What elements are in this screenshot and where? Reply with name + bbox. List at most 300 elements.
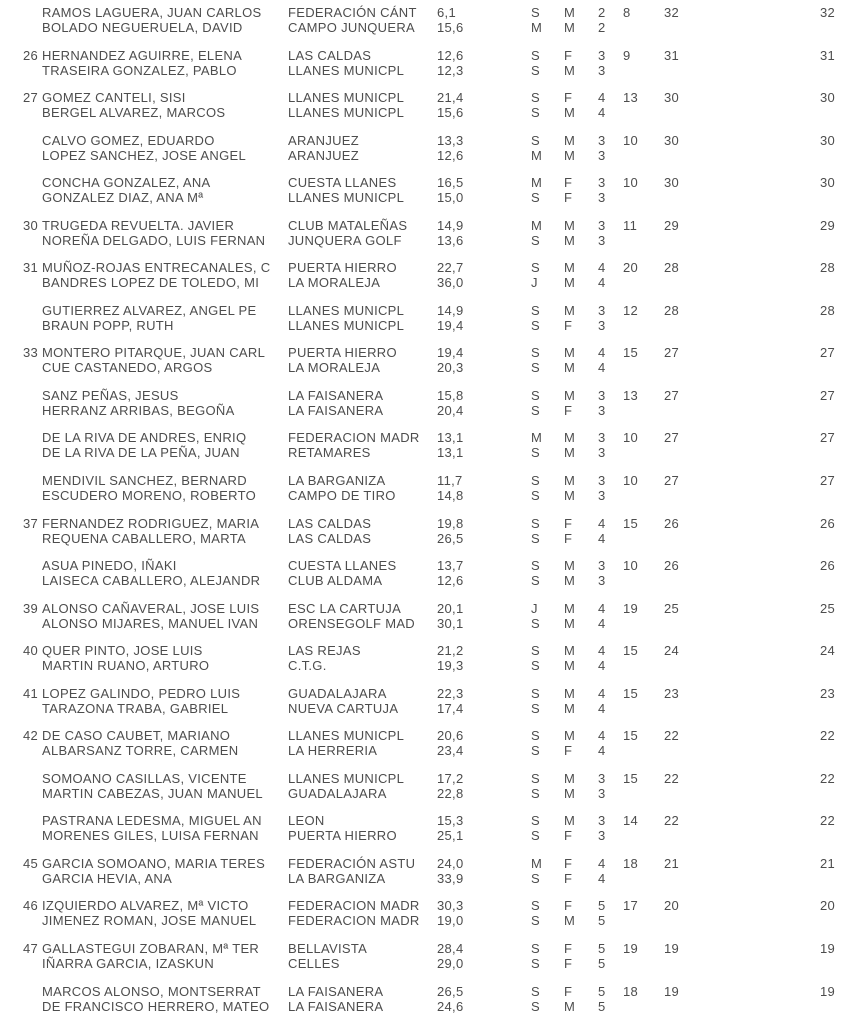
gender-cell <box>564 728 598 758</box>
player2-gender: F <box>564 402 573 418</box>
player2-division: 3 <box>598 488 606 504</box>
division-cell <box>598 856 623 886</box>
player1-handicap: 20,1 <box>437 600 464 616</box>
table-row <box>0 771 867 814</box>
gender-cell <box>564 5 598 35</box>
player1-age-category: S <box>531 387 540 403</box>
player2-division: 5 <box>598 913 606 929</box>
player1-age-category: M <box>531 175 543 191</box>
total-cell: 30 <box>820 175 836 191</box>
rank-cell: 8 <box>623 5 631 20</box>
division-cell <box>598 260 623 290</box>
position-cell <box>0 430 42 460</box>
player2-division: 4 <box>598 105 606 121</box>
player2-name: TRASEIRA GONZALEZ, PABLO <box>42 62 237 78</box>
player2-division: 3 <box>598 190 606 206</box>
division-cell <box>598 813 623 843</box>
player2-handicap: 24,6 <box>437 998 464 1014</box>
player1-name: CALVO GOMEZ, EDUARDO <box>42 132 215 148</box>
player1-age-category: S <box>531 643 540 659</box>
points-cell: 30 <box>664 175 680 191</box>
player2-club: LLANES MUNICPL <box>288 190 405 206</box>
handicaps-cell <box>437 643 531 673</box>
gender-cell <box>564 473 598 503</box>
age-category-cell <box>531 345 564 375</box>
player1-gender: M <box>564 260 576 276</box>
gender-cell <box>564 388 598 418</box>
player1-division: 3 <box>598 770 606 786</box>
points-cell: 28 <box>664 260 680 276</box>
age-category-cell <box>531 728 564 758</box>
table-row <box>0 728 867 771</box>
player2-club: ORENSEGOLF MAD <box>288 615 415 631</box>
player-names-cell <box>42 813 288 843</box>
division-cell <box>598 898 623 928</box>
player1-division: 3 <box>598 387 606 403</box>
rank-cell: 15 <box>623 345 639 361</box>
player2-club: CLUB ALDAMA <box>288 573 383 589</box>
player2-handicap: 23,4 <box>437 743 464 759</box>
player-names-cell <box>42 48 288 78</box>
player2-division: 3 <box>598 785 606 801</box>
position-cell <box>0 303 42 333</box>
total-cell: 22 <box>820 770 836 786</box>
player2-club: RETAMARES <box>288 445 371 461</box>
player1-club: PUERTA HIERRO <box>288 345 397 361</box>
player2-gender: F <box>564 190 573 206</box>
player2-handicap: 19,4 <box>437 317 464 333</box>
player-names-cell <box>42 218 288 248</box>
table-row <box>0 218 867 261</box>
position-cell: 30 <box>22 217 38 233</box>
player2-name: LAISECA CABALLERO, ALEJANDR <box>42 573 261 589</box>
player1-handicap: 26,5 <box>437 983 464 999</box>
player2-handicap: 15,0 <box>437 190 464 206</box>
player1-gender: F <box>564 983 573 999</box>
points-cell: 30 <box>664 90 680 106</box>
player-names-cell <box>42 345 288 375</box>
player-names-cell <box>42 941 288 971</box>
player1-handicap: 20,6 <box>437 728 464 744</box>
player1-handicap: 22,7 <box>437 260 464 276</box>
gender-cell <box>564 516 598 546</box>
player2-name: BANDRES LOPEZ DE TOLEDO, MI <box>42 275 260 291</box>
age-category-cell <box>531 303 564 333</box>
player2-division: 4 <box>598 700 606 716</box>
player1-gender: M <box>564 473 576 489</box>
rank-cell: 13 <box>623 90 639 106</box>
position-cell: 42 <box>22 728 38 744</box>
player2-division: 3 <box>598 147 606 163</box>
player1-club: ARANJUEZ <box>288 132 360 148</box>
player1-age-category: S <box>531 898 540 914</box>
gender-cell <box>564 90 598 120</box>
clubs-cell <box>288 686 437 716</box>
player2-age-category: S <box>531 828 540 844</box>
player2-name: MORENES GILES, LUISA FERNAN <box>42 828 259 844</box>
player2-gender: M <box>564 573 576 589</box>
player1-division: 3 <box>598 132 606 148</box>
clubs-cell <box>288 260 437 290</box>
player1-handicap: 21,4 <box>437 90 464 106</box>
handicaps-cell <box>437 48 531 78</box>
player-names-cell <box>42 430 288 460</box>
clubs-cell <box>288 430 437 460</box>
division-cell <box>598 430 623 460</box>
player1-division: 5 <box>598 983 606 999</box>
player2-club: PUERTA HIERRO <box>288 828 397 844</box>
handicaps-cell <box>437 898 531 928</box>
table-row <box>0 686 867 729</box>
player1-division: 2 <box>598 5 606 20</box>
player1-name: GARCIA SOMOANO, MARIA TERES <box>42 855 266 871</box>
age-category-cell <box>531 430 564 460</box>
player2-age-category: S <box>531 317 540 333</box>
player2-gender: M <box>564 615 576 631</box>
handicaps-cell <box>437 303 531 333</box>
total-cell: 30 <box>820 90 836 106</box>
total-cell: 19 <box>820 941 836 957</box>
player1-division: 3 <box>598 430 606 446</box>
age-category-cell <box>531 984 564 1014</box>
player2-age-category: S <box>531 956 540 972</box>
division-cell <box>598 388 623 418</box>
position-cell <box>0 473 42 503</box>
handicaps-cell <box>437 218 531 248</box>
player2-club: LLANES MUNICPL <box>288 105 405 121</box>
position-cell: 26 <box>22 47 38 63</box>
table-row <box>0 90 867 133</box>
player2-handicap: 12,3 <box>437 62 464 78</box>
player1-division: 3 <box>598 217 606 233</box>
clubs-cell <box>288 941 437 971</box>
player1-club: LAS CALDAS <box>288 47 372 63</box>
division-cell <box>598 48 623 78</box>
points-cell: 22 <box>664 770 680 786</box>
player2-division: 3 <box>598 828 606 844</box>
handicaps-cell <box>437 686 531 716</box>
table-row <box>0 856 867 899</box>
player2-name: LOPEZ SANCHEZ, JOSE ANGEL <box>42 147 246 163</box>
player1-handicap: 17,2 <box>437 770 464 786</box>
total-cell: 20 <box>820 898 836 914</box>
player1-gender: M <box>564 600 576 616</box>
player1-name: PASTRANA LEDESMA, MIGUEL AN <box>42 813 262 829</box>
player2-age-category: S <box>531 743 540 759</box>
rank-cell: 19 <box>623 941 639 957</box>
player2-gender: M <box>564 360 576 376</box>
division-cell <box>598 175 623 205</box>
player2-club: LA HERRERIA <box>288 743 378 759</box>
player2-name: MARTIN RUANO, ARTURO <box>42 658 210 674</box>
table-row <box>0 5 867 48</box>
player1-age-category: S <box>531 90 540 106</box>
division-cell <box>598 303 623 333</box>
points-cell: 19 <box>664 983 680 999</box>
table-row <box>0 388 867 431</box>
player1-age-category: S <box>531 260 540 276</box>
player1-club: FEDERACIÓN ASTU <box>288 855 416 871</box>
player1-club: CUESTA LLANES <box>288 175 397 191</box>
points-cell: 27 <box>664 473 680 489</box>
player1-name: QUER PINTO, JOSE LUIS <box>42 643 203 659</box>
player1-handicap: 30,3 <box>437 898 464 914</box>
division-cell <box>598 218 623 248</box>
player2-gender: M <box>564 147 576 163</box>
player2-division: 4 <box>598 530 606 546</box>
player1-division: 5 <box>598 898 606 914</box>
position-cell: 31 <box>22 260 38 276</box>
player1-age-category: S <box>531 473 540 489</box>
player2-club: CAMPO JUNQUERA <box>288 20 415 35</box>
player2-division: 4 <box>598 360 606 376</box>
player2-handicap: 15,6 <box>437 20 464 35</box>
points-cell: 27 <box>664 430 680 446</box>
player2-age-category: J <box>531 275 538 291</box>
player2-club: LA FAISANERA <box>288 402 384 418</box>
age-category-cell <box>531 133 564 163</box>
gender-cell <box>564 558 598 588</box>
age-category-cell <box>531 48 564 78</box>
player1-gender: M <box>564 770 576 786</box>
points-cell: 28 <box>664 302 680 318</box>
player2-club: LAS CALDAS <box>288 530 372 546</box>
player2-division: 4 <box>598 615 606 631</box>
division-cell <box>598 473 623 503</box>
handicaps-cell <box>437 430 531 460</box>
division-cell <box>598 941 623 971</box>
age-category-cell <box>531 218 564 248</box>
player2-gender: F <box>564 743 573 759</box>
player2-handicap: 19,3 <box>437 658 464 674</box>
player2-gender: F <box>564 956 573 972</box>
player2-gender: M <box>564 700 576 716</box>
player1-club: CUESTA LLANES <box>288 558 397 574</box>
gender-cell <box>564 260 598 290</box>
points-cell: 22 <box>664 813 680 829</box>
player2-handicap: 33,9 <box>437 870 464 886</box>
player2-age-category: S <box>531 488 540 504</box>
rank-cell: 15 <box>623 515 639 531</box>
player1-age-category: S <box>531 685 540 701</box>
player2-club: GUADALAJARA <box>288 785 387 801</box>
player1-club: GUADALAJARA <box>288 685 387 701</box>
player2-gender: M <box>564 658 576 674</box>
table-row <box>0 175 867 218</box>
player1-club: LA FAISANERA <box>288 983 384 999</box>
gender-cell <box>564 643 598 673</box>
clubs-cell <box>288 303 437 333</box>
player1-gender: M <box>564 558 576 574</box>
player1-handicap: 14,9 <box>437 217 464 233</box>
player1-name: MONTERO PITARQUE, JUAN CARL <box>42 345 266 361</box>
player1-club: LLANES MUNICPL <box>288 302 405 318</box>
player2-gender: M <box>564 998 576 1014</box>
player1-name: DE LA RIVA DE ANDRES, ENRIQ <box>42 430 247 446</box>
player1-gender: M <box>564 132 576 148</box>
player1-age-category: S <box>531 132 540 148</box>
points-cell: 21 <box>664 855 680 871</box>
clubs-cell <box>288 643 437 673</box>
player-names-cell <box>42 984 288 1014</box>
position-cell: 39 <box>22 600 38 616</box>
clubs-cell <box>288 601 437 631</box>
player-names-cell <box>42 260 288 290</box>
player2-handicap: 12,6 <box>437 573 464 589</box>
rank-cell: 11 <box>623 217 638 233</box>
age-category-cell <box>531 601 564 631</box>
rank-cell: 15 <box>623 643 639 659</box>
gender-cell <box>564 686 598 716</box>
gender-cell <box>564 175 598 205</box>
player2-division: 4 <box>598 870 606 886</box>
player-names-cell <box>42 771 288 801</box>
age-category-cell <box>531 813 564 843</box>
rank-cell: 19 <box>623 600 639 616</box>
player-names-cell <box>42 516 288 546</box>
player1-club: BELLAVISTA <box>288 941 368 957</box>
player2-division: 5 <box>598 956 606 972</box>
player2-club: LLANES MUNICPL <box>288 62 405 78</box>
player2-gender: M <box>564 275 576 291</box>
player1-handicap: 12,6 <box>437 47 464 63</box>
player1-club: PUERTA HIERRO <box>288 260 397 276</box>
player1-division: 3 <box>598 558 606 574</box>
player1-handicap: 24,0 <box>437 855 464 871</box>
player2-gender: F <box>564 530 573 546</box>
total-cell: 28 <box>820 302 836 318</box>
player2-handicap: 13,1 <box>437 445 464 461</box>
table-row <box>0 48 867 91</box>
handicaps-cell <box>437 5 531 35</box>
division-cell <box>598 5 623 35</box>
position-cell: 40 <box>22 643 38 659</box>
age-category-cell <box>531 90 564 120</box>
player1-gender: M <box>564 345 576 361</box>
rank-cell: 10 <box>623 430 639 446</box>
player1-division: 4 <box>598 600 606 616</box>
player2-division: 3 <box>598 402 606 418</box>
handicaps-cell <box>437 856 531 886</box>
total-cell: 23 <box>820 685 836 701</box>
player1-name: HERNANDEZ AGUIRRE, ELENA <box>42 47 243 63</box>
rank-cell: 10 <box>623 175 639 191</box>
total-cell: 27 <box>820 345 836 361</box>
player1-age-category: S <box>531 302 540 318</box>
player1-age-category: S <box>531 728 540 744</box>
age-category-cell <box>531 260 564 290</box>
points-cell: 27 <box>664 345 680 361</box>
player1-age-category: S <box>531 983 540 999</box>
player2-gender: M <box>564 105 576 121</box>
total-cell: 27 <box>820 430 836 446</box>
player1-age-category: J <box>531 600 538 616</box>
player2-age-category: S <box>531 700 540 716</box>
rank-cell: 13 <box>623 387 639 403</box>
position-cell <box>0 984 42 1014</box>
age-category-cell <box>531 175 564 205</box>
player2-age-category: S <box>531 998 540 1014</box>
total-cell: 29 <box>820 217 836 233</box>
player2-age-category: S <box>531 445 540 461</box>
handicaps-cell <box>437 133 531 163</box>
age-category-cell <box>531 473 564 503</box>
table-row <box>0 516 867 559</box>
clubs-cell <box>288 856 437 886</box>
position-cell <box>0 771 42 801</box>
position-cell <box>0 175 42 205</box>
rank-cell: 12 <box>623 302 639 318</box>
player1-division: 3 <box>598 473 606 489</box>
player1-division: 3 <box>598 813 606 829</box>
player1-club: LEON <box>288 813 325 829</box>
player1-handicap: 6,1 <box>437 5 456 20</box>
clubs-cell <box>288 345 437 375</box>
player1-handicap: 14,9 <box>437 302 464 318</box>
position-cell: 45 <box>22 855 38 871</box>
rank-cell: 20 <box>623 260 639 276</box>
player-names-cell <box>42 388 288 418</box>
player2-name: CUE CASTANEDO, ARGOS <box>42 360 213 376</box>
clubs-cell <box>288 175 437 205</box>
player2-gender: F <box>564 870 573 886</box>
player2-age-category: S <box>531 62 540 78</box>
player2-gender: M <box>564 445 576 461</box>
age-category-cell <box>531 898 564 928</box>
player-names-cell <box>42 303 288 333</box>
player2-age-category: S <box>531 913 540 929</box>
clubs-cell <box>288 516 437 546</box>
player1-name: DE CASO CAUBET, MARIANO <box>42 728 231 744</box>
player1-name: SOMOANO CASILLAS, VICENTE <box>42 770 247 786</box>
player2-name: DE LA RIVA DE LA PEÑA, JUAN <box>42 445 240 461</box>
age-category-cell <box>531 771 564 801</box>
player-names-cell <box>42 90 288 120</box>
player1-club: LLANES MUNICPL <box>288 728 405 744</box>
player2-age-category: S <box>531 105 540 121</box>
player2-handicap: 20,4 <box>437 402 464 418</box>
total-cell: 19 <box>820 983 836 999</box>
player1-division: 4 <box>598 515 606 531</box>
player-names-cell <box>42 898 288 928</box>
handicaps-cell <box>437 90 531 120</box>
player-names-cell <box>42 558 288 588</box>
rank-cell: 10 <box>623 132 639 148</box>
rank-cell: 15 <box>623 770 639 786</box>
player1-handicap: 19,4 <box>437 345 464 361</box>
handicaps-cell <box>437 601 531 631</box>
player2-handicap: 14,8 <box>437 488 464 504</box>
player1-handicap: 15,8 <box>437 387 464 403</box>
rank-cell: 18 <box>623 855 639 871</box>
player1-division: 3 <box>598 302 606 318</box>
player1-gender: M <box>564 728 576 744</box>
player2-handicap: 36,0 <box>437 275 464 291</box>
player1-name: RAMOS LAGUERA, JUAN CARLOS <box>42 5 262 20</box>
position-cell <box>0 813 42 843</box>
player1-handicap: 19,8 <box>437 515 464 531</box>
player2-age-category: S <box>531 785 540 801</box>
gender-cell <box>564 771 598 801</box>
position-cell <box>0 388 42 418</box>
position-cell: 41 <box>22 685 38 701</box>
position-cell: 46 <box>22 898 38 914</box>
position-cell: 47 <box>22 941 38 957</box>
table-row <box>0 813 867 856</box>
player2-handicap: 17,4 <box>437 700 464 716</box>
player2-division: 5 <box>598 998 606 1014</box>
points-cell: 29 <box>664 217 680 233</box>
